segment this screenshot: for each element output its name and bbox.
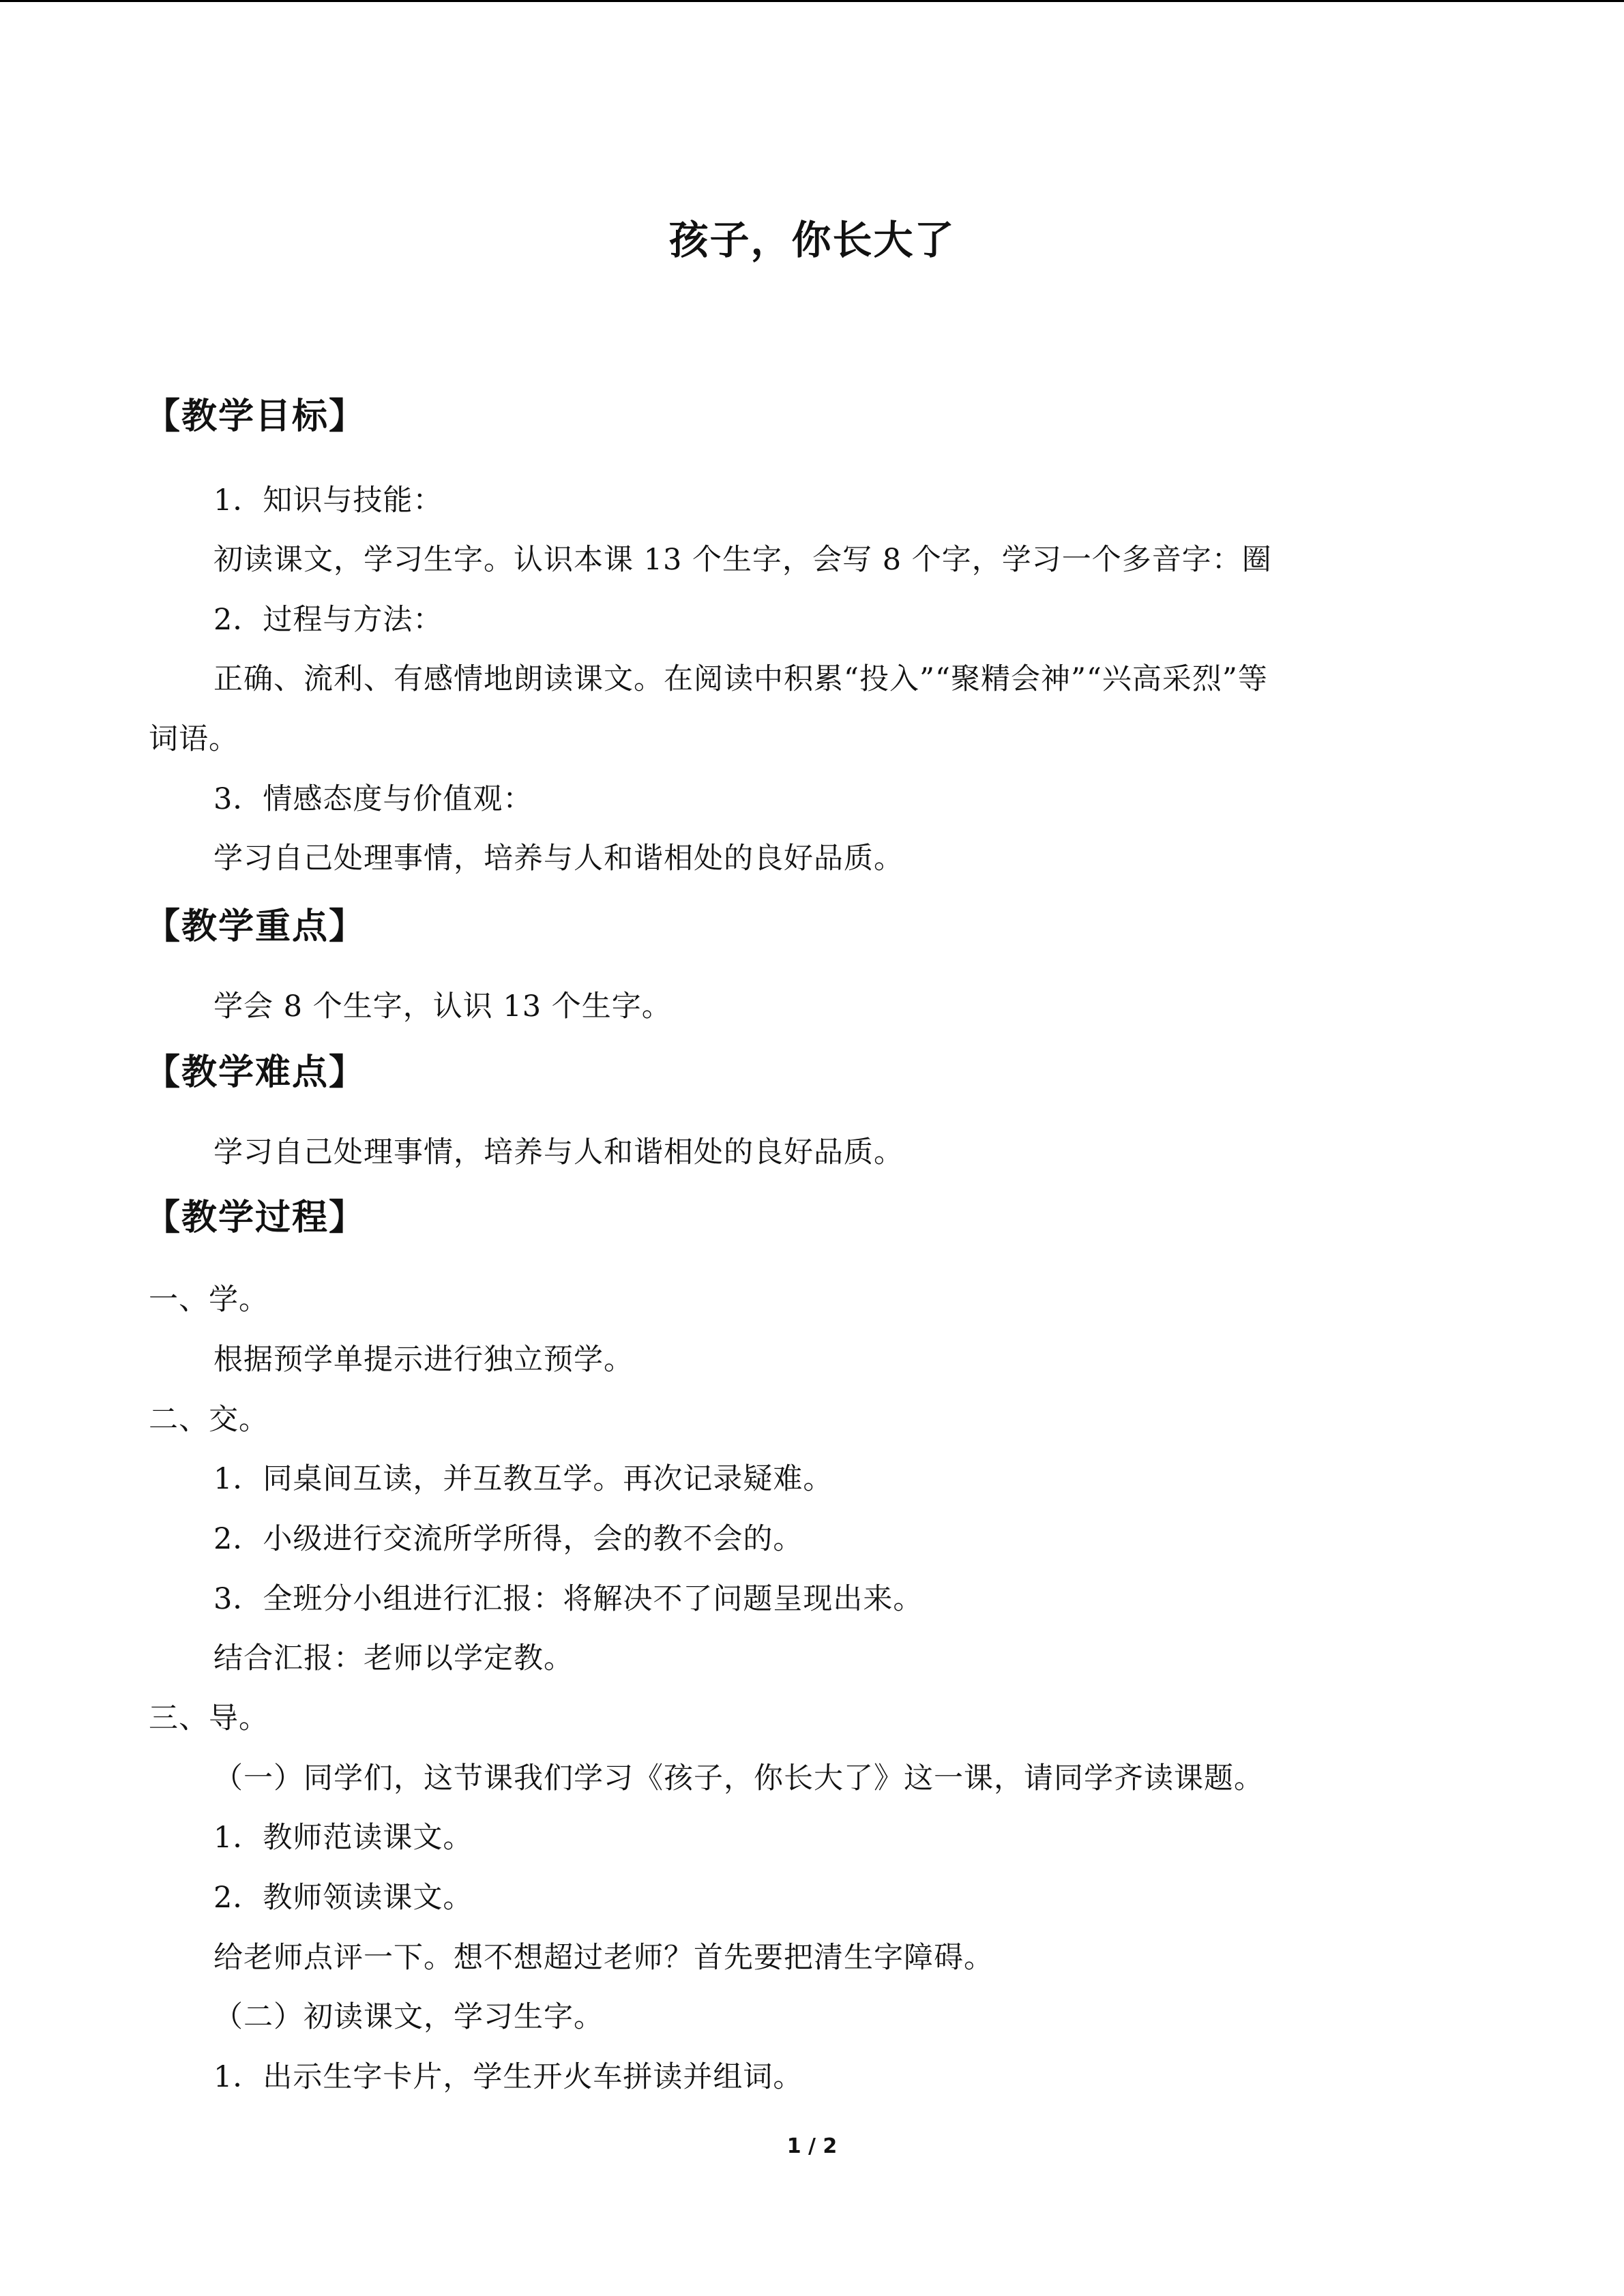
page-number: 1 / 2	[786, 2134, 838, 2158]
heading-key-points: 【教学重点】	[145, 906, 366, 947]
objective-item-2-text: 正确、流利、有感情地朗读课文。在阅读中积累“投入”“聚精会神”“兴高采烈”等	[213, 662, 1268, 696]
process-step-1: 一、学。	[149, 1283, 269, 1317]
objective-item-2: 2．过程与方法：	[213, 603, 443, 637]
objective-item-1-text: 初读课文，学习生字。认识本课 13 个生字，会写 8 个字，学习一个多音字：圈	[213, 543, 1272, 577]
objective-item-2-text-cont: 词语。	[149, 722, 239, 756]
process-step-2: 二、交。	[149, 1403, 269, 1437]
process-step-3-b: 1．教师范读课文。	[213, 1821, 473, 1855]
heading-objectives: 【教学目标】	[145, 396, 366, 437]
objective-item-3-text: 学习自己处理事情，培养与人和谐相处的良好品质。	[213, 841, 904, 876]
heading-difficulties: 【教学难点】	[145, 1052, 366, 1093]
process-step-3-d: 给老师点评一下。想不想超过老师？首先要把清生字障碍。	[213, 1941, 994, 1975]
process-step-2-c: 3．全班分小组进行汇报：将解决不了问题呈现出来。	[213, 1582, 924, 1616]
process-step-3: 三、导。	[149, 1701, 269, 1735]
document-title: 孩子，你长大了	[668, 217, 956, 263]
process-step-1-text: 根据预学单提示进行独立预学。	[213, 1343, 634, 1377]
process-step-2-b: 2．小级进行交流所学所得，会的教不会的。	[213, 1522, 803, 1556]
process-step-3-e: （二）初读课文，学习生字。	[213, 2000, 604, 2034]
process-step-2-d: 结合汇报：老师以学定教。	[213, 1641, 574, 1675]
process-step-2-a: 1．同桌间互读，并互教互学。再次记录疑难。	[213, 1462, 833, 1496]
heading-process: 【教学过程】	[145, 1197, 366, 1238]
process-step-3-f: 1．出示生字卡片，学生开火车拼读并组词。	[213, 2060, 803, 2094]
key-points-text: 学会 8 个生字，认识 13 个生字。	[213, 989, 672, 1024]
objective-item-3: 3．情感态度与价值观：	[213, 782, 533, 816]
process-step-3-c: 2．教师领读课文。	[213, 1881, 473, 1915]
objective-item-1: 1．知识与技能：	[213, 483, 443, 518]
difficulties-text: 学习自己处理事情，培养与人和谐相处的良好品质。	[213, 1135, 904, 1169]
process-step-3-a: （一）同学们，这节课我们学习《孩子，你长大了》这一课，请同学齐读课题。	[213, 1761, 1264, 1795]
